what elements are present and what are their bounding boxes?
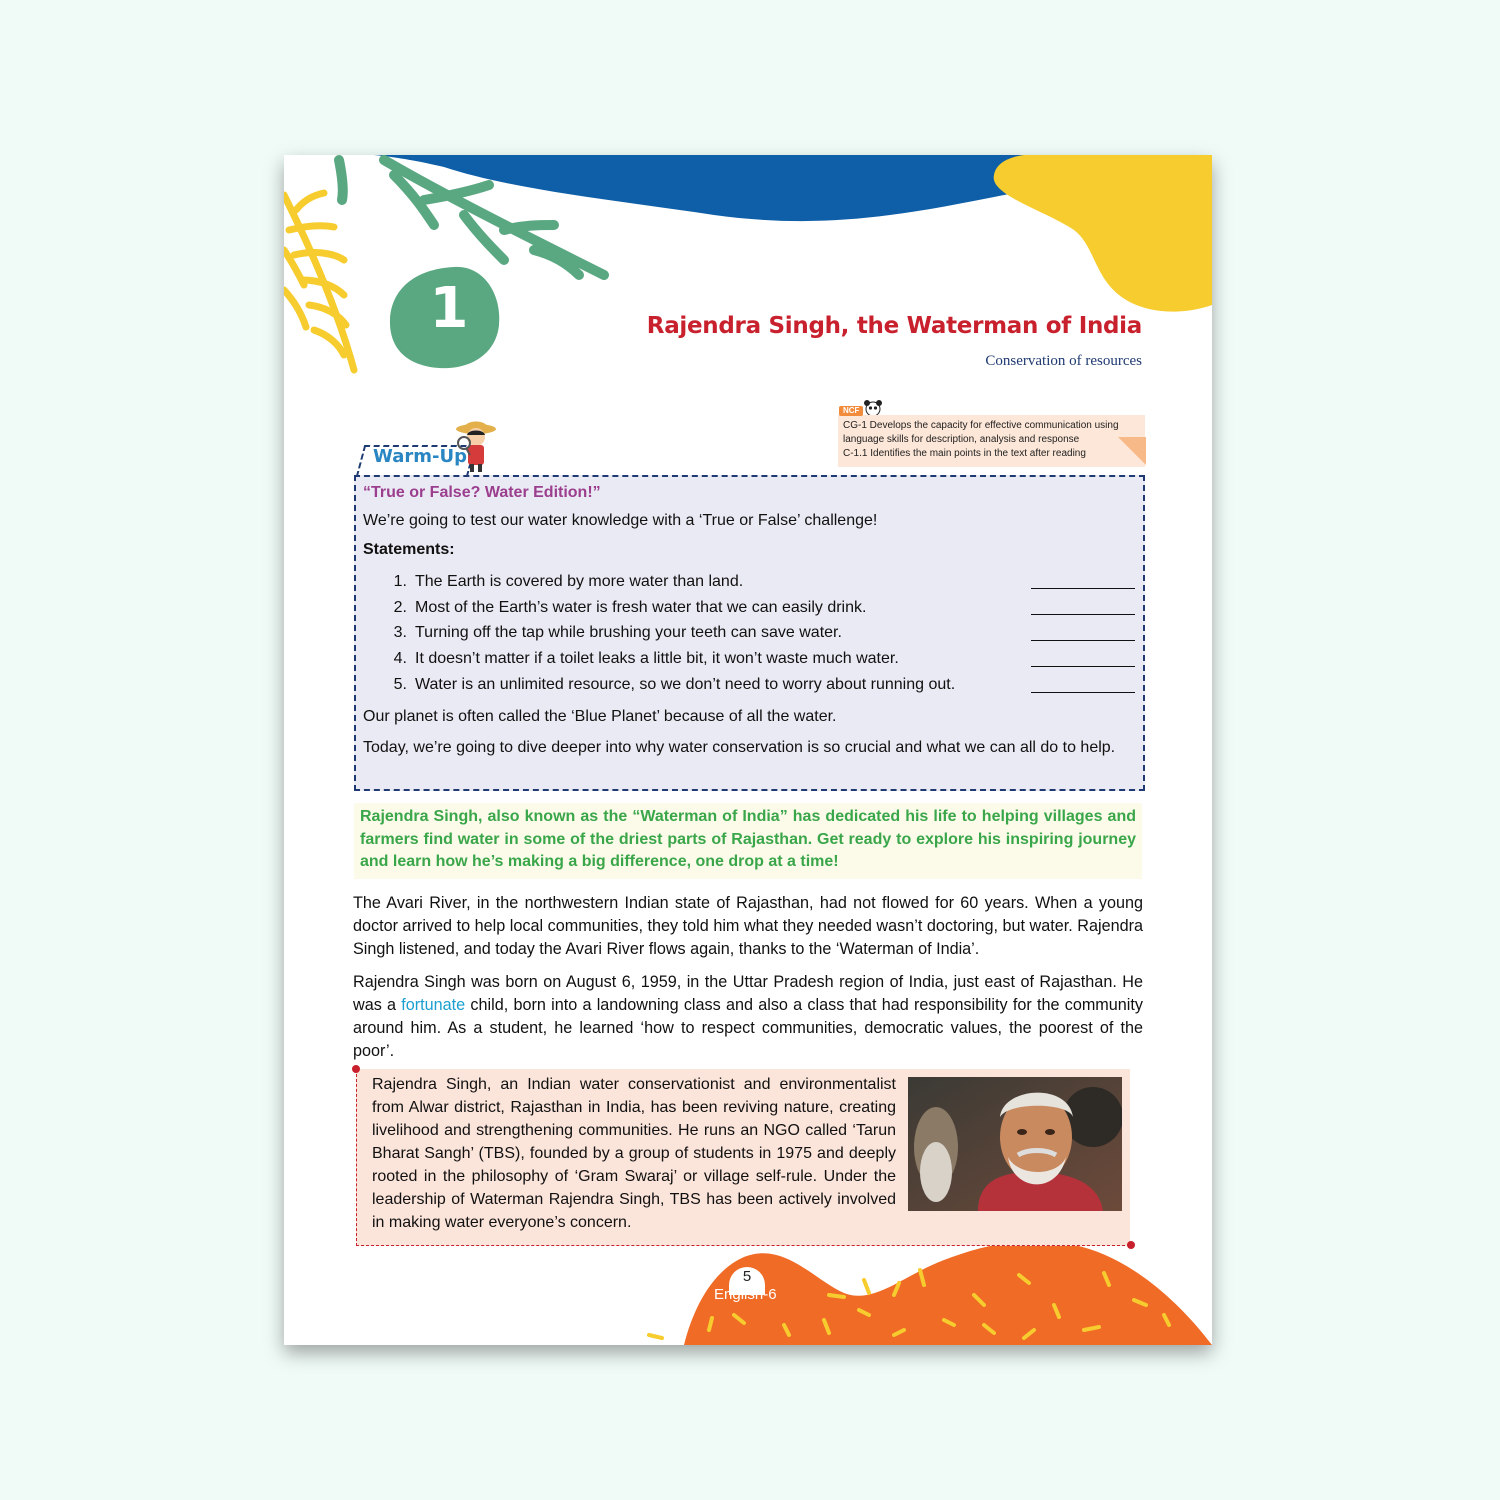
info-box-text	[372, 1073, 1124, 1234]
answer-blank[interactable]	[1031, 652, 1135, 667]
statement-number: 4.	[393, 650, 407, 668]
info-box-paragraph: Rajendra Singh, an Indian water conservationist and environmentalist from Alwar district, Rajasthan in India, has been reviving nature, creating livelihood and strengthening communities. He runs an NGO called ‘Tarun Bharat Sangh’ (TBS), founded by a group of students in 1975 and deeply rooted in the philosophy of ‘Gram Swaraj’ or village self-rule. Under the leadership of Waterman Rajendra Singh, TBS has been actively involved in making water everyone’s concern.	[372, 1076, 896, 1231]
page-number: 5	[729, 1267, 765, 1295]
statement-text: It doesn’t matter if a toilet leaks a little bit, it won’t waste much water.	[415, 650, 899, 668]
info-box-dot	[352, 1065, 360, 1073]
statement-text: Water is an unlimited resource, so we don’t need to worry about running out.	[415, 676, 956, 694]
answer-blank[interactable]	[1031, 678, 1135, 693]
paragraph-1: The Avari River, in the northwestern Indian state of Rajasthan, had not flowed for 60 years. When a young doctor arrived to help local communities, they told him what they needed wasn’t doctoring, but water. Rajendra Singh listened, and today the Avari River flows again, thanks to the ‘Waterman of India’.	[353, 894, 1143, 958]
ncf-line: C-1.1 Identifies the main points in the text after reading	[843, 448, 1086, 459]
paragraph-2-text: Rajendra Singh was born on August 6, 1959, in the Uttar Pradesh region of India, just east of Rajasthan. He was a	[353, 973, 1143, 1014]
textbook-page	[284, 155, 1212, 1345]
ncf-line: language skills for description, analysis and response	[843, 434, 1080, 445]
chapter-title: Rajendra Singh, the Waterman of India	[646, 313, 1142, 339]
warmup-intro: We’re going to test our water knowledge with a ‘True or False’ challenge!	[363, 512, 878, 529]
statement-number: 1.	[393, 572, 407, 590]
book-name: English-6	[714, 1286, 777, 1303]
statement-item	[363, 595, 1137, 621]
paragraph-2-text: child, born into a landowning class and also a class that had responsibility for the community around him. As a student, he learned ‘how to respect communities, democratic values, the poorest of the poor’.	[353, 996, 1143, 1060]
statement-item	[363, 569, 1137, 595]
intro-highlight-box: Rajendra Singh, also known as the “Waterman of India” has dedicated his life to helping villages and farmers find water in some of the driest parts of Rajasthan. Get ready to explore his inspiring journey and learn how he’s making a big difference, one drop at a time!	[354, 803, 1142, 879]
ncf-line: CG-1 Develops the capacity for effective communication using	[843, 420, 1119, 431]
statement-number: 5.	[393, 676, 407, 694]
statements-label: Statements:	[363, 541, 455, 558]
portrait-photo	[908, 1077, 1122, 1215]
warmup-heading: “True or False? Water Edition!”	[363, 484, 601, 501]
statement-number: 2.	[393, 598, 407, 616]
statement-number: 3.	[393, 624, 407, 642]
yellow-fern-shape	[284, 193, 354, 370]
statement-text: Turning off the tap while brushing your teeth can save water.	[415, 624, 842, 642]
statements-list	[363, 569, 1137, 698]
statement-text: Most of the Earth’s water is fresh water that we can easily drink.	[415, 598, 867, 616]
explorer-kid-icon	[452, 417, 500, 473]
chapter-subtitle: Conservation of resources	[985, 353, 1142, 369]
warmup-outro-1: Our planet is often called the ‘Blue Planet’ because of all the water.	[363, 707, 837, 725]
portrait-image	[908, 1077, 1122, 1211]
glossary-word-link[interactable]: fortunate	[401, 996, 466, 1014]
statement-text: The Earth is covered by more water than land.	[415, 572, 744, 590]
yellow-blob-shape	[994, 155, 1212, 312]
answer-blank[interactable]	[1031, 600, 1135, 615]
ncf-tag: NCF	[839, 406, 863, 416]
statement-item	[363, 621, 1137, 647]
warmup-box	[354, 475, 1145, 791]
ncf-page-fold	[1118, 437, 1146, 465]
answer-blank[interactable]	[1031, 574, 1135, 589]
info-box-dot	[1127, 1241, 1135, 1249]
statement-item	[363, 646, 1137, 672]
answer-blank[interactable]	[1031, 626, 1135, 641]
paragraph-2	[353, 971, 1143, 1063]
statement-item	[363, 672, 1137, 698]
ncf-note	[838, 415, 1145, 467]
chapter-number: 1	[429, 275, 469, 341]
warmup-outro-2: Today, we’re going to dive deeper into why water conservation is so crucial and what we can all do to help.	[363, 738, 1116, 756]
warmup-label: Warm-Up	[373, 446, 467, 467]
